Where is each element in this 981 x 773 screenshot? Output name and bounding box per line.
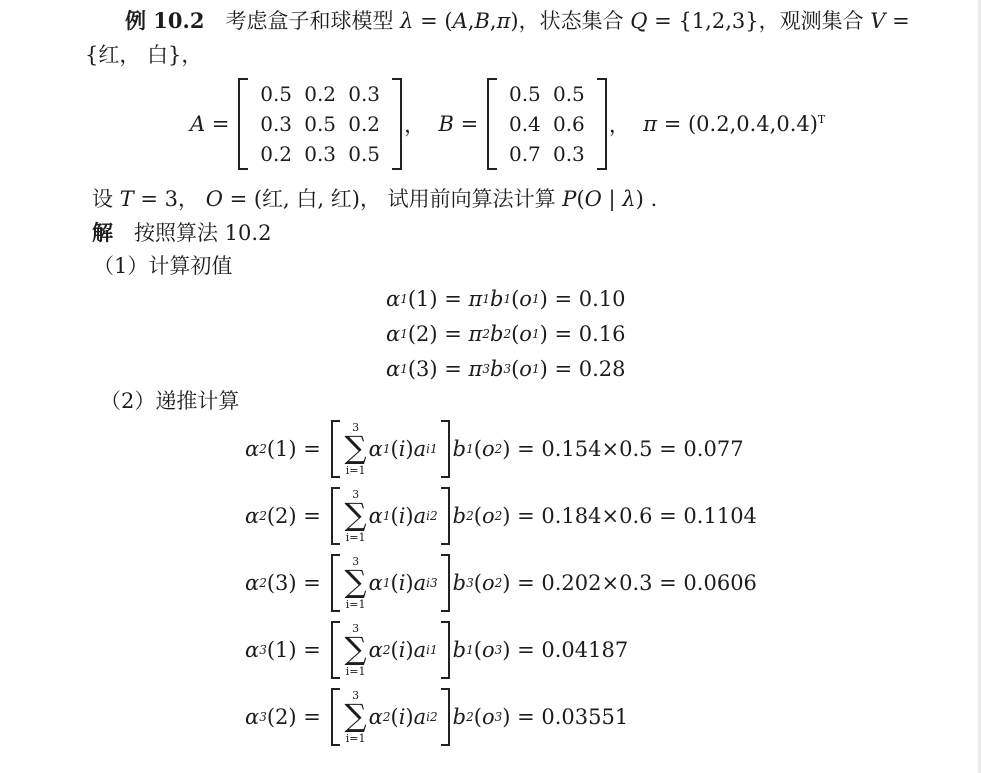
math-text: (3) = <box>407 356 469 381</box>
summation <box>345 555 367 611</box>
math-subscript: 2 <box>494 509 503 523</box>
math-subscript: 1 <box>400 326 408 341</box>
sigma-symbol: ∑ <box>344 497 367 534</box>
math-subscript: 2 <box>494 442 503 456</box>
math-text: , <box>489 9 497 33</box>
math-variable: a <box>413 571 427 595</box>
math-variable: π <box>468 356 483 381</box>
math-subscript: 2 <box>259 509 267 523</box>
math-subscript: 3 <box>494 643 503 657</box>
math-variable: π <box>643 112 658 136</box>
math-text: ( <box>511 286 520 311</box>
sigma-symbol: ∑ <box>344 698 367 735</box>
math-variable: o <box>481 705 495 729</box>
math-text: ) = 0.154×0.5 = 0.077 <box>502 437 744 461</box>
initial-values-block <box>386 281 625 386</box>
math-text: ) = 0.16 <box>539 321 626 346</box>
math-variable: i <box>398 571 406 595</box>
math-variable: λ <box>622 187 636 211</box>
math-text: ( <box>576 187 585 211</box>
math-subscript: 1 <box>400 291 408 306</box>
matrix-b-label <box>438 112 484 136</box>
math-variable: π <box>496 9 511 33</box>
step1-heading <box>93 253 232 279</box>
math-variable: α <box>368 504 383 528</box>
sum-lower-limit: i=1 <box>345 597 366 611</box>
comma-separator <box>609 109 643 139</box>
math-subscript: 2 <box>382 710 391 724</box>
matrix-cell: 0.3 <box>260 112 293 136</box>
equation-alpha2-2 <box>245 485 757 547</box>
math-variable: b <box>452 437 467 461</box>
math-text: （2）递推计算 <box>100 389 240 413</box>
math-variable: i <box>398 504 406 528</box>
math-text: （1）计算初值 <box>93 254 233 278</box>
math-variable: π <box>468 321 483 346</box>
bracket-right <box>597 78 607 170</box>
matrices-row <box>190 78 825 170</box>
math-text: ( <box>390 437 399 461</box>
math-variable: o <box>481 437 495 461</box>
math-variable: o <box>481 638 495 662</box>
sigma-symbol: ∑ <box>344 631 367 668</box>
summation <box>345 488 367 544</box>
math-subscript: 2 <box>494 576 503 590</box>
math-text: )，状态集合 <box>510 9 631 33</box>
math-variable: α <box>245 571 260 595</box>
math-text: 按照算法 10.2 <box>113 221 272 245</box>
equation-alpha2-1 <box>245 418 757 480</box>
math-text: {红， 白}， <box>85 43 203 67</box>
sigma-symbol: ∑ <box>344 564 367 601</box>
math-bold-text: 例 10.2 <box>125 8 205 33</box>
math-variable: T <box>119 187 134 211</box>
math-variable: b <box>452 638 467 662</box>
math-text: | <box>601 187 623 211</box>
math-text: ) = 0.202×0.3 = 0.0606 <box>502 571 757 595</box>
math-text: 设 <box>92 187 120 211</box>
math-subscript: 3 <box>466 576 474 590</box>
sum-lower-limit: i=1 <box>345 463 366 477</box>
math-text: ( <box>390 571 399 595</box>
line-solution-header <box>92 220 271 246</box>
pi-vector-expr <box>643 112 825 136</box>
math-subscript: i1 <box>426 643 438 657</box>
equation-alpha1-3 <box>386 351 625 386</box>
math-subscript: 2 <box>259 576 267 590</box>
math-variable: α <box>368 571 383 595</box>
math-subscript: i3 <box>426 576 438 590</box>
math-variable: α <box>386 286 401 311</box>
paragraph-example-intro <box>125 8 910 34</box>
matrix-b <box>487 78 607 170</box>
math-variable: π <box>468 286 483 311</box>
math-subscript: 1 <box>466 442 474 456</box>
math-text: ) <box>405 705 414 729</box>
math-text: ( <box>390 504 399 528</box>
step2-heading <box>100 388 239 414</box>
matrix-a-grid <box>248 78 392 170</box>
sum-lower-limit: i=1 <box>345 664 366 678</box>
matrix-a-label <box>190 112 236 136</box>
math-subscript: 1 <box>531 326 540 341</box>
matrix-cell: 0.4 <box>508 112 541 136</box>
math-variable: B <box>474 9 490 33</box>
math-text: (1) = <box>266 638 328 662</box>
math-text: ， <box>404 113 439 137</box>
math-text: = <box>885 9 910 33</box>
matrix-cell: 0.2 <box>304 82 337 106</box>
math-variable: o <box>519 286 532 311</box>
sum-upper-limit: 3 <box>352 488 360 502</box>
matrix-b-grid <box>497 78 597 170</box>
math-text: ( <box>390 705 399 729</box>
matrix-cell: 0.5 <box>348 142 381 166</box>
matrix-cell: 0.3 <box>304 142 337 166</box>
math-text: = (0.2,0.4,0.4) <box>657 112 818 136</box>
math-text: ( <box>390 638 399 662</box>
math-variable: α <box>368 638 383 662</box>
math-text: (3) = <box>266 571 328 595</box>
bracket-right <box>441 621 450 679</box>
math-variable: α <box>245 504 260 528</box>
math-subscript: 1 <box>382 442 391 456</box>
bracket-left <box>331 688 340 746</box>
math-variable: o <box>481 504 495 528</box>
math-text: (2) = <box>407 321 469 346</box>
math-text: ) = 0.28 <box>539 356 626 381</box>
math-variable: α <box>245 437 260 461</box>
math-text: ) <box>405 504 414 528</box>
matrix-cell: 0.5 <box>304 112 337 136</box>
math-text: ) <box>405 638 414 662</box>
matrix-cell: 0.3 <box>348 82 381 106</box>
math-text: ) = 0.03551 <box>502 705 629 729</box>
bracket-right <box>441 554 450 612</box>
bracket-right <box>441 487 450 545</box>
math-variable: o <box>481 571 495 595</box>
math-variable: O <box>205 187 223 211</box>
math-text: ) . <box>635 187 658 211</box>
math-text: ) = 0.184×0.6 = 0.1104 <box>502 504 757 528</box>
math-subscript: 2 <box>482 326 490 341</box>
math-variable: α <box>245 705 260 729</box>
bracket-left <box>331 420 340 478</box>
math-text: 考虑盒子和球模型 <box>204 9 401 33</box>
math-subscript: 2 <box>466 710 474 724</box>
math-variable: o <box>519 356 532 381</box>
summation <box>345 622 367 678</box>
math-text: (1) = <box>407 286 469 311</box>
bracket-right <box>441 420 450 478</box>
math-text: (2) = <box>266 504 328 528</box>
sum-upper-limit: 3 <box>352 622 360 636</box>
matrix-cell: 0.6 <box>552 112 585 136</box>
matrix-cell: 0.2 <box>348 112 381 136</box>
math-text: = <box>205 112 237 136</box>
math-text: ) = 0.04187 <box>502 638 629 662</box>
matrix-cell: 0.5 <box>552 82 585 106</box>
math-subscript: 1 <box>382 509 391 523</box>
math-variable: V <box>870 9 886 33</box>
math-text: = {1,2,3}，观测集合 <box>647 9 871 33</box>
recursion-block <box>245 418 757 753</box>
equation-alpha1-2 <box>386 316 625 351</box>
comma-separator <box>404 109 438 139</box>
math-variable: i <box>398 437 406 461</box>
math-superscript: T <box>817 112 826 126</box>
summation <box>345 421 367 477</box>
bracket-right <box>392 78 402 170</box>
sum-upper-limit: 3 <box>352 555 360 569</box>
math-subscript: 3 <box>482 361 490 376</box>
math-text: = <box>453 112 485 136</box>
math-text: ( <box>473 437 482 461</box>
math-subscript: 3 <box>494 710 503 724</box>
math-variable: b <box>452 705 467 729</box>
matrix-cell: 0.5 <box>508 82 541 106</box>
math-subscript: 3 <box>259 643 267 657</box>
equation-alpha3-1 <box>245 619 757 681</box>
math-subscript: 1 <box>503 291 512 306</box>
math-variable: λ <box>400 9 414 33</box>
math-variable: o <box>519 321 532 346</box>
bracket-left <box>331 487 340 545</box>
math-subscript: 3 <box>503 361 512 376</box>
math-variable: b <box>489 321 504 346</box>
math-subscript: 2 <box>466 509 474 523</box>
math-variable: a <box>413 504 427 528</box>
math-subscript: i1 <box>426 442 438 456</box>
math-variable: b <box>489 286 504 311</box>
math-subscript: i2 <box>426 509 438 523</box>
summation <box>345 689 367 745</box>
matrix-cell: 0.5 <box>260 82 293 106</box>
math-variable: a <box>413 638 427 662</box>
math-variable: α <box>368 705 383 729</box>
math-subscript: 2 <box>382 643 391 657</box>
matrix-cell: 0.3 <box>552 142 585 166</box>
math-text: ) = 0.10 <box>539 286 626 311</box>
math-variable: i <box>398 705 406 729</box>
bracket-left <box>238 78 248 170</box>
math-text: , <box>467 9 475 33</box>
matrix-a <box>238 78 402 170</box>
math-variable: A <box>190 112 206 136</box>
math-text: = 3， <box>133 187 206 211</box>
math-text: ， <box>608 113 644 137</box>
math-variable: b <box>452 504 467 528</box>
sum-lower-limit: i=1 <box>345 731 366 745</box>
sum-lower-limit: i=1 <box>345 530 366 544</box>
math-subscript: 3 <box>259 710 267 724</box>
paragraph-observation-set <box>85 42 202 68</box>
math-variable: α <box>245 638 260 662</box>
math-text: ( <box>473 705 482 729</box>
math-variable: b <box>452 571 467 595</box>
math-subscript: 1 <box>531 291 540 306</box>
math-text: ( <box>473 504 482 528</box>
math-subscript: 1 <box>482 291 490 306</box>
sum-upper-limit: 3 <box>352 421 360 435</box>
math-variable: α <box>386 321 401 346</box>
math-bold-text: 解 <box>92 220 113 245</box>
math-subscript: 1 <box>466 643 474 657</box>
math-subscript: 2 <box>503 326 512 341</box>
math-text: ( <box>473 571 482 595</box>
sigma-symbol: ∑ <box>344 430 367 467</box>
math-variable: b <box>489 356 504 381</box>
matrix-cell: 0.2 <box>260 142 293 166</box>
math-text: = ( <box>413 9 453 33</box>
math-subscript: 1 <box>531 361 540 376</box>
math-text: ( <box>511 321 520 346</box>
math-subscript: 1 <box>400 361 408 376</box>
math-variable: a <box>413 437 427 461</box>
math-variable: B <box>438 112 454 136</box>
math-variable: i <box>398 638 406 662</box>
math-variable: a <box>413 705 427 729</box>
bracket-right <box>441 688 450 746</box>
equation-alpha2-3 <box>245 552 757 614</box>
equation-alpha1-1 <box>386 281 625 316</box>
math-text: ( <box>511 356 520 381</box>
bracket-left <box>487 78 497 170</box>
math-subscript: 1 <box>382 576 391 590</box>
math-text: ( <box>473 638 482 662</box>
bracket-left <box>331 621 340 679</box>
math-variable: α <box>368 437 383 461</box>
math-text: = (红, 白, 红)， 试用前向算法计算 <box>222 187 563 211</box>
sum-upper-limit: 3 <box>352 689 360 703</box>
math-variable: P <box>562 187 577 211</box>
math-text: (2) = <box>266 705 328 729</box>
math-variable: α <box>386 356 401 381</box>
math-variable: O <box>584 187 602 211</box>
math-text: (1) = <box>266 437 328 461</box>
math-subscript: 2 <box>259 442 267 456</box>
line-problem-setup <box>92 186 657 212</box>
bracket-left <box>331 554 340 612</box>
math-variable: A <box>452 9 468 33</box>
matrix-cell: 0.7 <box>508 142 541 166</box>
math-subscript: i2 <box>426 710 438 724</box>
math-text: ) <box>405 571 414 595</box>
math-variable: Q <box>630 9 648 33</box>
equation-alpha3-2 <box>245 686 757 748</box>
math-text: ) <box>405 437 414 461</box>
